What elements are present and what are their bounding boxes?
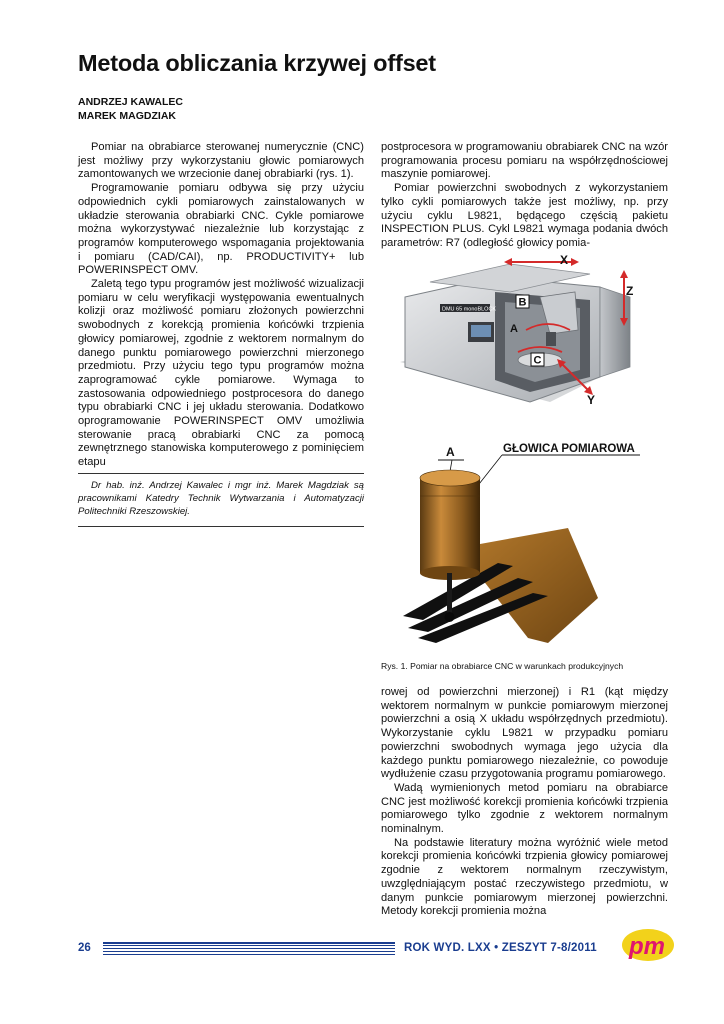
probe-head-illustration	[398, 438, 658, 653]
paragraph: Zaletą tego typu programów jest możliwość wizualizacji pomiaru w celu weryfikacji występowania ewentualnych kolizji oraz możliwość pomiaru złożonych powierzchni swobodnych z korekcją promienia końcówki trzpienia głowicy pomiarowej, zgodnie z wektorem normalnym do danego punktu pomiarowego powierzchni mierzonego przedmiotu. Przy użyciu tego typu programów można zaprogramować cykle pomiarowe. Wymaga to zastosowania odpowiedniego postprocesora do danego typu obrabiarki CNC i jej układu sterowania. Dodatkowo oprogramowanie POWERINSPECT OMV umożliwia sterowanie pracą obrabiarki CNC za pomocą zewnętrznego stanowiska komputerowego z pominięciem etapu	[78, 278, 364, 469]
pm-logo-icon	[620, 926, 676, 964]
axis-z-label: Z	[626, 284, 634, 298]
paragraph: Wadą wymienionych metod pomiaru na obrabiarce CNC jest możliwość korekcji promienia końcówki trzpienia pomiarowego tylko zgodnie z wektorem normalnym nominalnym.	[381, 781, 668, 836]
note-divider-top	[78, 473, 364, 474]
author-name: MAREK MAGDZIAK	[78, 110, 176, 122]
paragraph: Pomiar powierzchni swobodnych z wykorzystaniem tylko cykli pomiarowych także jest możliwy, np. przy użyciu cyklu L9821, będącego częścią pakietu INSPECTION PLUS. Cykl L9821 wymaga podania dwóch parametrów: R7 (odległość głowicy pomia-	[381, 182, 668, 249]
paragraph: postprocesora w programowaniu obrabiarek CNC na wzór programowania procesu pomiaru na współrzędnościowej maszynie pomiarowej.	[381, 141, 668, 181]
cnc-machine-illustration	[400, 252, 660, 432]
footer-issue-info: ROK WYD. LXX • ZESZYT 7-8/2011	[404, 942, 597, 954]
article-title: Metoda obliczania krzywej offset	[78, 50, 436, 76]
paragraph: Programowanie pomiaru odbywa się przy użyciu odpowiednich cykli pomiarowych zainstalowanych w układzie sterowania obrabiarki CNC. Cykle pomiarowe można wykorzystywać niezależnie lub korzystając z programów komputerowego wspomagania projektowania i pomiaru (CAD/CAI), np. PRODUCTIVITY+ lub POWERINSPECT OMV.	[78, 182, 364, 277]
paragraph: rowej od powierzchni mierzonej) i R1 (kąt między wektorem normalnym w punkcie pomiarowym mierzonej powierzchni a osią X układu współrzędnych przedmiotu). Wykorzystanie cyklu L9821 w przypadku pomiaru powierzchni swobodnych wymaga jego użycia dla każdego punktu pomiarowego niezależnie, co powoduje wydłużenie czasu przygotowania programu pomiarowego.	[381, 686, 668, 781]
machine-brand-label: DMU 65 monoBLOCK	[442, 306, 497, 313]
paragraph: Pomiar na obrabiarce sterowanej numerycznie (CNC) jest możliwy przy wykorzystaniu głowic pomiarowych zamontowanych we wrzecionie danej obrabiarki (rys. 1).	[78, 141, 364, 181]
author-name: ANDRZEJ KAWALEC	[78, 96, 184, 108]
figure-caption: Rys. 1. Pomiar na obrabiarce CNC w warunkach produkcyjnych	[381, 661, 624, 671]
probe-a-label: A	[446, 445, 455, 459]
author-note	[78, 480, 364, 518]
footer-stripes	[103, 942, 395, 956]
body-column-3	[381, 686, 668, 919]
logo-lettering: pm	[629, 933, 665, 960]
axis-b-label: B	[518, 296, 527, 309]
paragraph: Na podstawie literatury można wyróżnić wiele metod korekcji promienia końcówki trzpienia głowicy pomiarowej zgodnie z wektorem normalnym rzeczywistym, uwzględniającym postać rzeczywistego przedmiotu, w danym punkcie pomiarowym mierzonej powierzchni. Metody korekcji promienia można	[381, 836, 668, 918]
axis-y-label: Y	[587, 393, 596, 407]
axis-a-label: A	[510, 323, 518, 335]
author-note-text: Dr hab. inż. Andrzej Kawalec i mgr inż. Marek Magdziak są pracownikami Katedry Technik Wytwarzania i Automatyzacji Politechniki Rzeszowskiej.	[78, 480, 364, 517]
axis-c-label: C	[533, 354, 542, 367]
probe-title: GŁOWICA POMIAROWA	[503, 443, 635, 455]
authors-block	[78, 95, 183, 123]
note-divider-bottom	[78, 526, 364, 527]
axis-x-label: X	[560, 253, 569, 267]
page-number: 26	[78, 942, 91, 954]
body-column-1	[78, 141, 364, 470]
body-column-2	[381, 141, 668, 251]
